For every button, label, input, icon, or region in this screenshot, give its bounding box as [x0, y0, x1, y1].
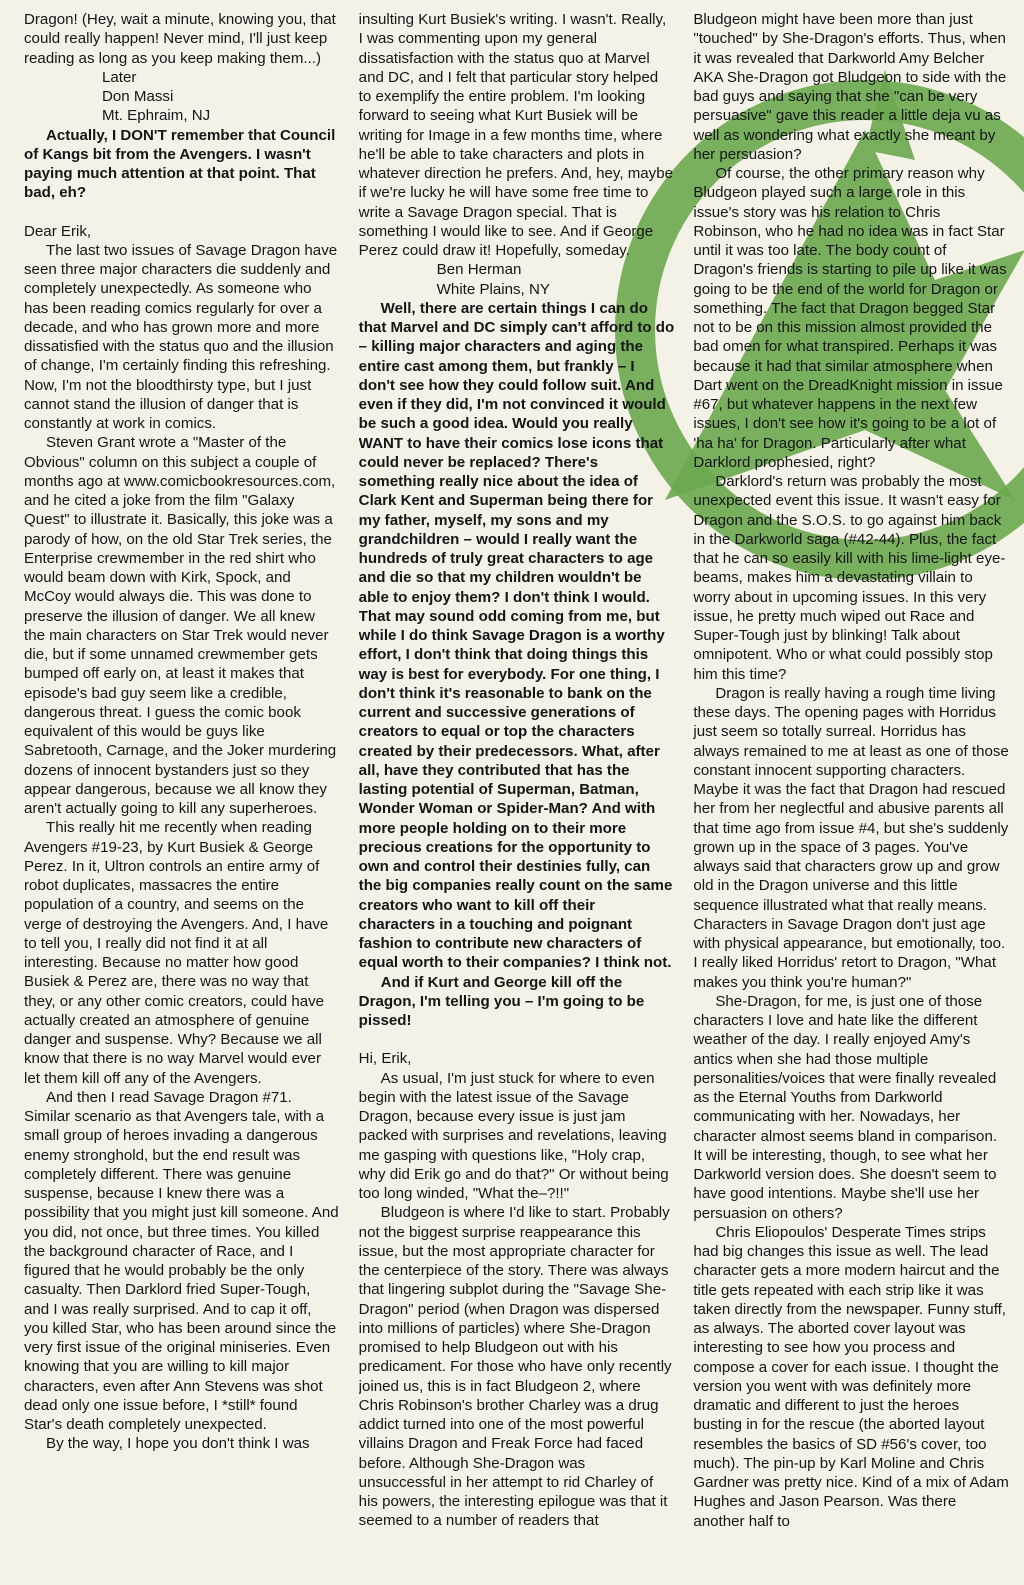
editor-response: Actually, I DON'T remember that Council of Kangs bit from the Avengers. I wasn't paying much attention at that point. That bad, eh?	[24, 126, 336, 202]
paragraph-gap	[359, 1030, 675, 1049]
letter-greeting: Dear Erik,	[24, 222, 92, 240]
column-1	[24, 10, 340, 1580]
letter-paragraph: Chris Eliopoulos' Desperate Times strips had big changes this issue as well. The lead character gets a more modern haircut and the title gets repeated with each strip like it was taken directly from the newspaper. Funny stuff, as always. The aborted cover layout was interesting to see how you process and compose a cover for each issue. I thought the version you went with was definitely more dramatic and different to just the heroes busting in for the rescue (the aborted layout resembles the basics of SD #56's cover, too much). The pin-up by Karl Moline and Chris Gardner was pretty nice. Kind of a mix of Adam Hughes and Jason Pearson. Was there another half to	[693, 1223, 1009, 1530]
letter-signature: White Plains, NY	[436, 280, 550, 298]
letter-paragraph: And then I read Savage Dragon #71. Similar scenario as that Avengers tale, with a small group of heroes invading a dangerous enemy stronghold, but the end result was completely different. There was genuine suspense, because I knew there was a possibility that you might just kill someone. And you did, not once, but three times. You killed the background character of Race, and I figured that he would probably be the only casualty. Then Darklord fried Super-Tough, and I was really surprised. And to cap it off, you killed Star, who has been around since the very first issue of the original miniseries. Even knowing that you are willing to kill major characters, even after Ann Stevens was shot dead only one issue before, I *still* found Star's death completely unexpected.	[24, 1088, 339, 1433]
letter-signature: Later	[102, 68, 137, 86]
paragraph-gap	[24, 203, 340, 222]
letter-signature: Don Massi	[102, 88, 174, 105]
letter-paragraph: This really hit me recently when reading Avengers #19-23, by Kurt Busiek & George Perez. In it, Ultron controls an entire army of robot duplicates, massacres the entire population of a country, and seems on the verge of destroying the Avengers. And, I have to tell you, I really did not find it at all interesting. Because no matter how good Busiek & Perez are, there was no way that they, or any other comic creators, could have actually created an atmosphere of genuine danger and suspense. Why? Because we all know that there is no way Marvel would ever let them kill off any of the Avengers.	[24, 819, 329, 1087]
editor-response: Well, there are certain things I can do that Marvel and DC simply can't afford to do – killing major characters and aging the entire cast among them, but frankly – I don't see how they could follow suit. And even if they did, I'm not convinced it would be such a good idea. Would you really WANT to have their comics lose icons that could never be replaced? There's something really nice about the idea of Clark Kent and Superman being there for my father, myself, my sons and my grandchildren – would I really want the hundreds of truly great characters to age and die so that my children wouldn't be able to enjoy them? I don't think I would. That may sound odd coming from me, but while I do think Savage Dragon is a worthy effort, I don't think that doing things this way is best for everybody. For one thing, I don't think it's reasonable to bank on the current and successive generations of creators to equal or top the characters created by their predecessors. What, after all, have they contributed that has the lasting potential of Superman, Batman, Wonder Woman or Spider-Man? And with more people holding on to their more precious creations for the opportunity to own and control their destinies fully, can the big companies really count on the same creators who want to kill off their characters in a touching and poignant fashion to contribute new characters of equal worth to their companies? I think not.	[358, 299, 675, 972]
letter-greeting: Hi, Erik,	[358, 1050, 412, 1068]
letter-paragraph: Dragon is really having a rough time living these days. The opening pages with Horridus just seem so totally surreal. Horridus has always remained to me at least as one of those constant innocent supporting characters. Maybe it was the fact that Dragon had rescued her from her neglectful and abusive parents all that time ago from issue #4, but she's suddenly grown up in the space of 3 pages. You've always said that characters grow up and grow old in the Dragon universe and this little sequence illustrated what that really means. Characters in Savage Dragon don't just age with physical appearance, but emotionally, too. I really liked Horridus' retort to Dragon, "What makes you think you're human?"	[693, 684, 1009, 991]
letter-signature: Ben Herman	[436, 261, 522, 279]
column-3	[693, 10, 1009, 1580]
column-2	[359, 10, 675, 1580]
letter-paragraph: She-Dragon, for me, is just one of those characters I love and hate like the different weather of the day. I really enjoyed Amy's antics when she had those multiple personalities/voices that were finally revealed as the Eternal Youths from Darkworld communicating with her. Nowadays, her character almost seems bland in comparison. It will be interesting, though, to see what her Darkworld version does. She doesn't seem to have good intentions. Maybe she'll use her persuasion on others?	[693, 992, 998, 1222]
letter-paragraph: The last two issues of Savage Dragon have seen three major characters die suddenly and completely unexpectedly. As someone who has been reading comics regularly for over a decade, and who has grown more and more dissatisfied with the status quo and the illusion of change, I'm certainly finding this refreshing. Now, I'm not the bloodthirsty type, but I just cannot stand the illusion of danger that is constantly at work in comics.	[24, 241, 338, 432]
letter-paragraph: As usual, I'm just stuck for where to even begin with the latest issue of the Savage Dragon, because every issue is just jam packed with surprises and revelations, leaving me gasping with questions like, "Holy crap, why did Erik go and do that?" Or without being too long winded, "What the–?!!"	[358, 1069, 669, 1202]
continued-text: Dragon! (Hey, wait a minute, knowing you, that could really happen! Never mind, I'll just keep reading as long as you keep making them...)	[24, 11, 336, 67]
continued-text: Bludgeon might have been more than just "touched" by She-Dragon's efforts. Thus, when it was revealed that Darkworld Amy Belcher AKA She-Dragon got Bludgeon to side with the bad guys and saying that she "can be very persuasive" gave this reader a little deja vu as well as wondering what exactly she meant by her persuasion?	[693, 11, 1007, 163]
editor-response: And if Kurt and George kill off the Dragon, I'm telling you – I'm going to be pissed!	[358, 973, 645, 1029]
letter-paragraph: Steven Grant wrote a "Master of the Obvious" column on this subject a couple of months ago at www.comicbookresources.com, and he cited a joke from the film "Galaxy Quest" to illustrate it. Basically, this joke was a parody of how, on the old Star Trek series, the Enterprise crewmember in the red shirt who would beam down with Kirk, Spock, and McCoy would always die. This was done to preserve the illusion of danger. We all knew the main characters on Star Trek would never die, but if some unnamed crewmember gets bumped off early on, at least it makes that episode's bad guy seem like a credible, dangerous threat. I guess the comic book equivalent of this would be guys like Sabretooth, Carnage, and the Joker murdering dozens of innocent bystanders just so they appear dangerous, because we all know they aren't actually going to kill any superheroes.	[24, 434, 337, 817]
letter-signature: Mt. Ephraim, NJ	[102, 107, 211, 125]
letter-paragraph: Of course, the other primary reason why Bludgeon played such a large role in this issue's story was his relation to Chris Robinson, who he had no idea was in fact Star until it was too late. The body count of Dragon's friends is starting to pile up like it was going to be the end of the world for Dragon or something. The fact that Dragon begged Star not to be on this mission almost provided the bad omen for what transpired. Perhaps it was because it had that similar atmosphere when Dart went on the DreadKnight mission in issue #67, but whatever happens in the next few issues, I don't see how it's going to be a lot of 'ha ha' for Dragon. Particularly after what Darklord prophesied, right?	[693, 165, 1007, 471]
letter-paragraph: By the way, I hope you don't think I was	[46, 1435, 310, 1453]
letters-page	[24, 10, 1009, 1580]
letter-paragraph: Bludgeon is where I'd like to start. Probably not the biggest surprise reappearance this issue, but the most appropriate character for the centerpiece of the story. There was always that lingering subplot during the "Savage She-Dragon" period (when Dragon was dispersed into millions of particles) where She-Dragon promised to help Bludgeon out with his predicament. For those who have only recently joined us, this is in fact Bludgeon 2, where Chris Robinson's brother Charley was a drug addict turned into one of the most powerful villains Dragon and Freak Force had faced before. Although She-Dragon was unsuccessful in her attempt to rid Charley of his powers, the interesting epilogue was that it seemed to a number of readers that	[358, 1204, 672, 1530]
continued-text: insulting Kurt Busiek's writing. I wasn't. Really, I was commenting upon my general dissatisfaction with the status quo at Marvel and DC, and I felt that particular story helped to exemplify the entire problem. I'm looking forward to seeing what Kurt Busiek will be writing for Image in a few months time, where he'll be able to take characters and plots in whatever direction he prefers. And, hey, maybe if we're lucky he will have some free time to write a Savage Dragon special. That is something I would like to see. And if George Perez could draw it! Hopefully, someday.	[358, 11, 674, 259]
letter-paragraph: Darklord's return was probably the most unexpected event this issue. It wasn't easy for Dragon and the S.O.S. to go against him back in the Darkworld saga (#42-44). Plus, the fact that he can so easily kill with his lime-light eye-beams, makes him a devastating villain to worry about in upcoming issues. In this very issue, he pretty much wiped out Race and Super-Tough just by blinking! Talk about omnipotent. Who or what could possibly stop him this time?	[693, 473, 1006, 683]
